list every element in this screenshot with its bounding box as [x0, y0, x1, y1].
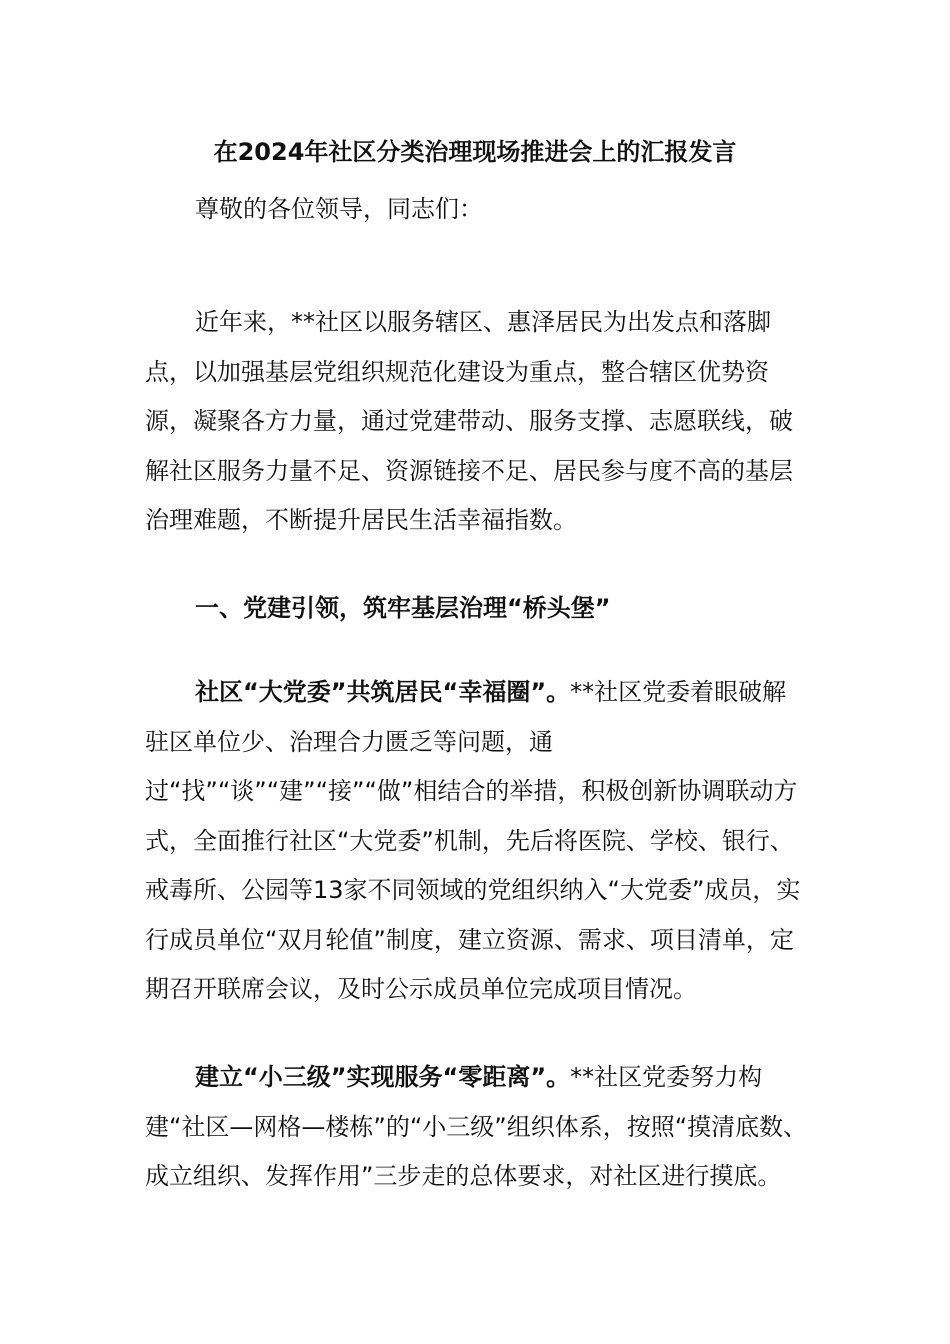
paragraph-body: **社区党委着眼破解驻区单位少、治理合力匮乏等问题，通过“找”“谈”“建”“接”“做”相结合的举措，积极创新协调联动方式，全面推行社区“大党委”机制，先后将医院、学校、银行、戒毒所、公园等13家不同领域的党组织纳入“大党委”成员，实行成员单位“双月轮值”制度，建立资源、需求、项目清单，定期召开联席会议，及时公示成员单位完成项目情况。 [145, 678, 801, 1003]
paragraph-lead: 社区“大党委”共筑居民“幸福圈”。 [195, 678, 571, 706]
paragraph-body: **社区党委努力构建“社区—网格—楼栋”的“小三级”组织体系，按照“摸清底数、成立组织、发挥作用”三步走的总体要求，对社区进行摸底。 [145, 1063, 808, 1190]
salutation: 尊敬的各位领导，同志们： [195, 195, 483, 223]
body-paragraph-1 [145, 668, 810, 1015]
paragraph-lead: 建立“小三级”实现服务“零距离”。 [195, 1063, 571, 1091]
body-paragraph-2 [145, 1053, 810, 1202]
intro-paragraph: 近年来，**社区以服务辖区、惠泽居民为出发点和落脚点，以加强基层党组织规范化建设为重点，整合辖区优势资源，凝聚各方力量，通过党建带动、服务支撑、志愿联线，破解社区服务力量不足、资源链接不足、居民参与度不高的基层治理难题，不断提升居民生活幸福指数。 [145, 308, 793, 534]
document-title: 在2024年社区分类治理现场推进会上的汇报发言 [213, 138, 737, 166]
section-heading: 一、党建引领，筑牢基层治理“桥头堡” [195, 594, 611, 622]
